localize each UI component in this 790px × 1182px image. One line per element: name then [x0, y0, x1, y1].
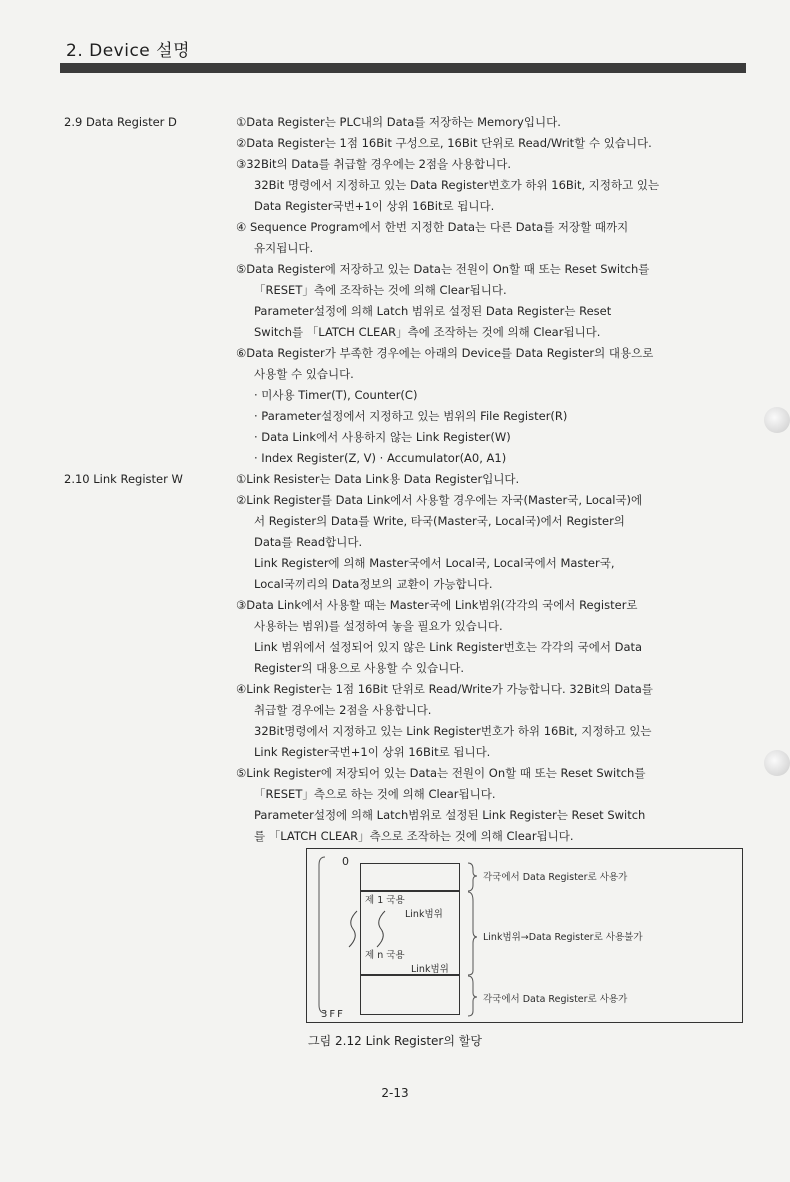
body-line: · Data Link에서 사용하지 않는 Link Register(W): [254, 430, 511, 444]
body-line: 를 「LATCH CLEAR」측으로 조작하는 것에 의해 Clear됩니다.: [254, 829, 574, 843]
body-line: ⑥Data Register가 부족한 경우에는 아래의 Device를 Data Register의 대용으로: [236, 346, 654, 360]
station-n-label: 제 n 국용: [365, 950, 405, 961]
page-number: 2-13: [381, 1086, 409, 1100]
body-line: Local국끼리의 Data정보의 교환이 가능합니다.: [254, 577, 493, 591]
station-1-range-label: Link범위: [405, 909, 443, 920]
memory-region-top: [360, 863, 460, 891]
body-line: Data Register국번+1이 상위 16Bit로 됩니다.: [254, 199, 495, 213]
body-line: ⑤Link Register에 저장되어 있는 Data는 전원이 On할 때 또는 Reset Switch를: [236, 766, 646, 780]
body-line: ④Link Register는 1점 16Bit 단위로 Read/Write가 가능합니다. 32Bit의 Data를: [236, 682, 653, 696]
body-line: · Index Register(Z, V) · Accumulator(A0, A1): [254, 451, 507, 465]
section-2-10-title: 2.10 Link Register W: [64, 472, 183, 486]
note-top: 각국에서 Data Register로 사용가: [483, 872, 628, 883]
body-line: 「RESET」측에 조작하는 것에 의해 Clear됩니다.: [254, 283, 507, 297]
body-line: 유지됩니다.: [254, 241, 314, 255]
body-line: Parameter설정에 의해 Latch 범위로 설정된 Data Register는 Reset: [254, 304, 612, 318]
body-line: 사용하는 범위)를 설정하여 놓을 필요가 있습니다.: [254, 619, 503, 633]
note-middle: Link범위→Data Register로 사용불가: [483, 932, 643, 943]
body-line: 서 Register의 Data를 Write, 타국(Master국, Local국)에서 Register의: [254, 514, 625, 528]
station-n-range-label: Link범위: [411, 964, 449, 975]
link-register-diagram: [306, 848, 743, 1023]
body-line: 32Bit명령에서 지정하고 있는 Link Register번호가 하위 16Bit, 지정하고 있는: [254, 724, 652, 738]
body-line: ②Data Register는 1점 16Bit 구성으로, 16Bit 단위로 Read/Writ할 수 있습니다.: [236, 136, 652, 150]
figure-caption: 그림 2.12 Link Register의 할당: [308, 1034, 482, 1048]
body-line: 취급할 경우에는 2점을 사용합니다.: [254, 703, 432, 717]
body-line: Link Register국번+1이 상위 16Bit로 됩니다.: [254, 745, 491, 759]
body-line: Link 범위에서 설정되어 있지 않은 Link Register번호는 각각의 국에서 Data: [254, 640, 643, 654]
body-line: 「RESET」측으로 하는 것에 의해 Clear됩니다.: [254, 787, 496, 801]
station-1-label: 제 1 국용: [365, 895, 405, 906]
body-line: · Parameter설정에서 지정하고 있는 범위의 File Register(R): [254, 409, 568, 423]
memory-bracket-icon: [313, 855, 333, 1017]
punch-hole: [764, 750, 790, 776]
body-line: ③Data Link에서 사용할 때는 Master국에 Link범위(각각의 국에서 Register로: [236, 598, 638, 612]
body-line: ②Link Register를 Data Link에서 사용할 경우에는 자국(Master국, Local국)에: [236, 493, 643, 507]
body-line: 사용할 수 있습니다.: [254, 367, 354, 381]
body-line: ⑤Data Register에 저장하고 있는 Data는 전원이 On할 때 또는 Reset Switch를: [236, 262, 650, 276]
page-header-title: 2. Device 설명: [66, 41, 191, 61]
body-line: Register의 대용으로 사용할 수 있습니다.: [254, 661, 465, 675]
address-start-label: 0: [342, 855, 349, 868]
body-line: ③32Bit의 Data를 취급할 경우에는 2점을 사용합니다.: [236, 157, 511, 171]
range-braces-icon: [465, 861, 481, 1019]
note-bottom: 각국에서 Data Register로 사용가: [483, 994, 628, 1005]
continuation-squiggle-icon: [343, 907, 403, 955]
memory-region-bottom: [360, 975, 460, 1015]
body-line: Parameter설정에 의해 Latch범위로 설정된 Link Register는 Reset Switch: [254, 808, 646, 822]
body-line: ①Data Register는 PLC내의 Data를 저장하는 Memory입니다.: [236, 115, 561, 129]
body-line: Switch를 「LATCH CLEAR」측에 조작하는 것에 의해 Clear됩니다.: [254, 325, 601, 339]
body-line: Link Register에 의해 Master국에서 Local국, Local국에서 Master국,: [254, 556, 615, 570]
punch-hole: [764, 407, 790, 433]
body-line: 32Bit 명령에서 지정하고 있는 Data Register번호가 하위 16Bit, 지정하고 있는: [254, 178, 660, 192]
address-end-label: 3FF: [321, 1009, 345, 1020]
body-line: Data를 Read합니다.: [254, 535, 363, 549]
body-line: ④ Sequence Program에서 한번 지정한 Data는 다른 Data를 저장할 때까지: [236, 220, 629, 234]
header-rule: [60, 63, 746, 73]
section-2-9-title: 2.9 Data Register D: [64, 115, 177, 129]
body-line: ①Link Resister는 Data Link용 Data Register입니다.: [236, 472, 520, 486]
body-line: · 미사용 Timer(T), Counter(C): [254, 388, 418, 402]
